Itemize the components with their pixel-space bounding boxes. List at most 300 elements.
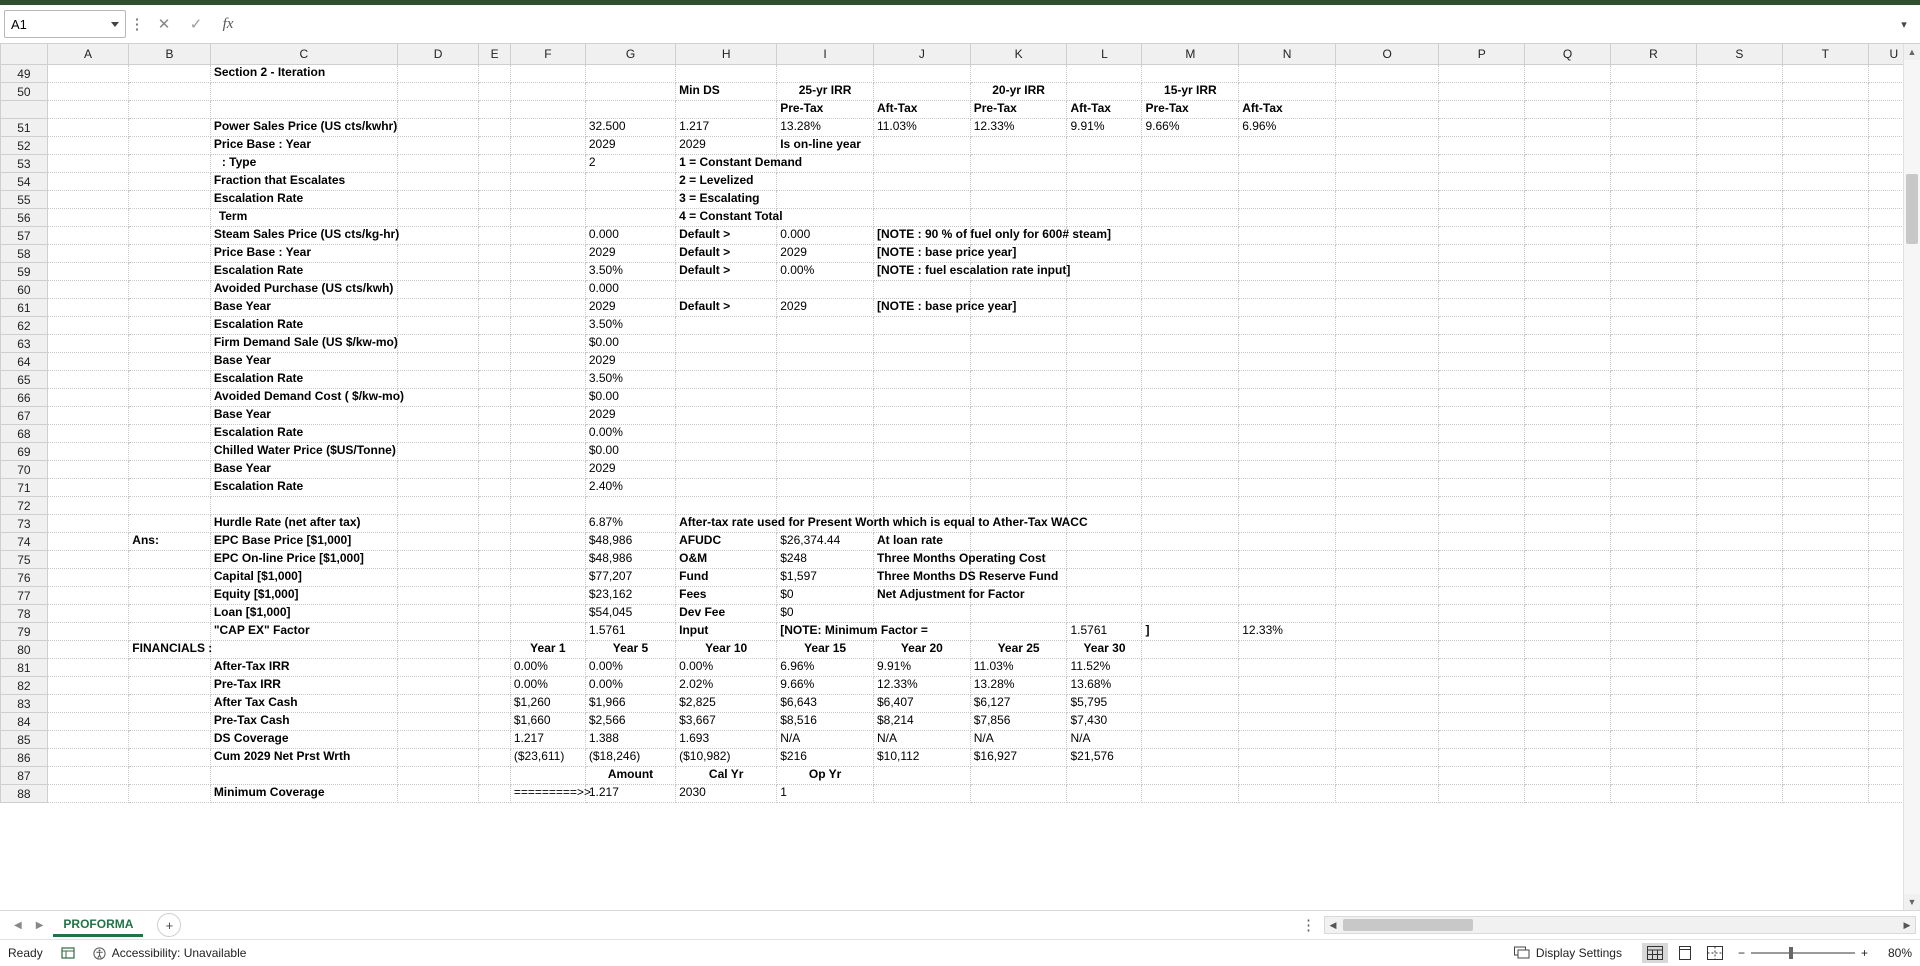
- cell-H62[interactable]: [676, 317, 777, 335]
- cell-R86[interactable]: [1611, 749, 1697, 767]
- cell-J67[interactable]: [873, 407, 970, 425]
- cell-A53[interactable]: [47, 155, 129, 173]
- cell-N50b[interactable]: [1239, 101, 1336, 119]
- cell-O59[interactable]: [1335, 263, 1438, 281]
- column-header-n[interactable]: N: [1239, 44, 1336, 65]
- cell-T78[interactable]: [1782, 605, 1868, 623]
- cell-H87[interactable]: [676, 767, 777, 785]
- cell-J84[interactable]: [873, 713, 970, 731]
- column-header-a[interactable]: A: [47, 44, 129, 65]
- cell-P73[interactable]: [1439, 515, 1525, 533]
- cell-L81[interactable]: [1067, 659, 1142, 677]
- cell-M84[interactable]: [1142, 713, 1239, 731]
- spreadsheet-grid[interactable]: [0, 44, 1920, 910]
- cell-I54[interactable]: [777, 173, 874, 191]
- cell-S70[interactable]: [1696, 461, 1782, 479]
- cell-F82[interactable]: [510, 677, 585, 695]
- sheet-prev-icon[interactable]: ◀: [14, 919, 22, 931]
- cell-N82[interactable]: [1239, 677, 1336, 695]
- cell-N56[interactable]: [1239, 209, 1336, 227]
- cell-Q53[interactable]: [1525, 155, 1611, 173]
- cell-K86[interactable]: [970, 749, 1067, 767]
- cell-P65[interactable]: [1439, 371, 1525, 389]
- cell-T88[interactable]: [1782, 785, 1868, 803]
- cell-T87[interactable]: [1782, 767, 1868, 785]
- table-row[interactable]: [1, 371, 1920, 389]
- cell-B52[interactable]: [129, 137, 211, 155]
- cell-F50b[interactable]: [510, 101, 585, 119]
- cell-J88[interactable]: [873, 785, 970, 803]
- cell-T77[interactable]: [1782, 587, 1868, 605]
- cell-H52[interactable]: [676, 137, 777, 155]
- cell-M66[interactable]: [1142, 389, 1239, 407]
- cell-G65[interactable]: [585, 371, 675, 389]
- cell-I69[interactable]: [777, 443, 874, 461]
- column-header-u[interactable]: U: [1868, 44, 1919, 65]
- cell-B80[interactable]: [129, 641, 211, 659]
- cell-I72[interactable]: [777, 497, 874, 515]
- cell-R65[interactable]: [1611, 371, 1697, 389]
- cell-H51[interactable]: [676, 119, 777, 137]
- cell-I56[interactable]: [777, 209, 874, 227]
- cell-B58[interactable]: [129, 245, 211, 263]
- table-row[interactable]: [1, 209, 1920, 227]
- cell-F88[interactable]: [510, 785, 591, 803]
- column-header-d[interactable]: D: [397, 44, 479, 65]
- cell-K85[interactable]: [970, 731, 1067, 749]
- cell-G66[interactable]: [585, 389, 675, 407]
- cell-C86[interactable]: [210, 749, 397, 767]
- cell-N50[interactable]: [1239, 83, 1336, 101]
- cell-O62[interactable]: [1335, 317, 1438, 335]
- cell-F59[interactable]: [510, 263, 585, 281]
- cell-L51[interactable]: [1067, 119, 1142, 137]
- cell-P74[interactable]: [1439, 533, 1525, 551]
- cell-D66[interactable]: [397, 389, 479, 407]
- vertical-scroll-thumb[interactable]: [1906, 174, 1918, 244]
- cell-A69[interactable]: [47, 443, 129, 461]
- cell-B54[interactable]: [129, 173, 211, 191]
- cell-E78[interactable]: [479, 605, 511, 623]
- cell-A66[interactable]: [47, 389, 129, 407]
- cell-G55[interactable]: [585, 191, 675, 209]
- cell-T50b[interactable]: [1782, 101, 1868, 119]
- cell-N88[interactable]: [1239, 785, 1336, 803]
- cell-M65[interactable]: [1142, 371, 1239, 389]
- table-row[interactable]: [1, 443, 1920, 461]
- row-header-78[interactable]: 78: [1, 605, 48, 623]
- zoom-level-label[interactable]: 80%: [1887, 946, 1912, 960]
- cell-G62[interactable]: [585, 317, 675, 335]
- cell-I67[interactable]: [777, 407, 874, 425]
- cell-M64[interactable]: [1142, 353, 1239, 371]
- cell-A86[interactable]: [47, 749, 129, 767]
- zoom-track[interactable]: [1751, 952, 1855, 954]
- table-row[interactable]: [1, 65, 1920, 83]
- cell-H79[interactable]: [676, 623, 777, 641]
- cell-K87[interactable]: [970, 767, 1067, 785]
- cell-T80[interactable]: [1782, 641, 1868, 659]
- cell-B63[interactable]: [129, 335, 211, 353]
- cell-F83[interactable]: [510, 695, 585, 713]
- column-header-s[interactable]: S: [1696, 44, 1782, 65]
- cell-M54[interactable]: [1142, 173, 1239, 191]
- cell-C76[interactable]: [210, 569, 397, 587]
- table-row[interactable]: [1, 515, 1920, 533]
- cell-Q71[interactable]: [1525, 479, 1611, 497]
- cell-R62[interactable]: [1611, 317, 1697, 335]
- cell-T85[interactable]: [1782, 731, 1868, 749]
- row-header-62[interactable]: 62: [1, 317, 48, 335]
- cell-Q61[interactable]: [1525, 299, 1611, 317]
- table-row[interactable]: [1, 695, 1920, 713]
- cell-T50[interactable]: [1782, 83, 1868, 101]
- cell-I74[interactable]: [777, 533, 874, 551]
- cell-T66[interactable]: [1782, 389, 1868, 407]
- table-row[interactable]: [1, 317, 1920, 335]
- cell-B60[interactable]: [129, 281, 211, 299]
- cell-J63[interactable]: [873, 335, 970, 353]
- cell-S57[interactable]: [1696, 227, 1782, 245]
- cell-D51[interactable]: [397, 119, 479, 137]
- cell-D52[interactable]: [397, 137, 479, 155]
- cell-K60[interactable]: [970, 281, 1067, 299]
- row-header-72[interactable]: 72: [1, 497, 48, 515]
- cell-C74[interactable]: [210, 533, 397, 551]
- cell-D78[interactable]: [397, 605, 479, 623]
- cell-G52[interactable]: [585, 137, 675, 155]
- row-header-56[interactable]: 56: [1, 209, 48, 227]
- cell-I60[interactable]: [777, 281, 874, 299]
- tab-overflow-icon[interactable]: ⋮: [1301, 917, 1316, 934]
- cell-D70[interactable]: [397, 461, 479, 479]
- cell-G73[interactable]: [585, 515, 675, 533]
- cell-H68[interactable]: [676, 425, 777, 443]
- cell-A81[interactable]: [47, 659, 129, 677]
- table-row[interactable]: [1, 497, 1920, 515]
- cell-N77[interactable]: [1239, 587, 1336, 605]
- vertical-scrollbar[interactable]: [1903, 44, 1920, 910]
- cell-N53[interactable]: [1239, 155, 1336, 173]
- cell-Q85[interactable]: [1525, 731, 1611, 749]
- cell-E58[interactable]: [479, 245, 511, 263]
- cell-T67[interactable]: [1782, 407, 1868, 425]
- cell-K80[interactable]: [970, 641, 1067, 659]
- cell-B82[interactable]: [129, 677, 211, 695]
- cell-P51[interactable]: [1439, 119, 1525, 137]
- cell-J71[interactable]: [873, 479, 970, 497]
- cell-S65[interactable]: [1696, 371, 1782, 389]
- cell-E57[interactable]: [479, 227, 511, 245]
- cell-M52[interactable]: [1142, 137, 1239, 155]
- cell-K69[interactable]: [970, 443, 1067, 461]
- cell-R79[interactable]: [1611, 623, 1697, 641]
- cell-E87[interactable]: [479, 767, 511, 785]
- cell-S69[interactable]: [1696, 443, 1782, 461]
- cell-B61[interactable]: [129, 299, 211, 317]
- cell-A56[interactable]: [47, 209, 129, 227]
- name-box[interactable]: [4, 10, 126, 38]
- cell-M55[interactable]: [1142, 191, 1239, 209]
- cell-R71[interactable]: [1611, 479, 1697, 497]
- cell-D85[interactable]: [397, 731, 479, 749]
- cell-F61[interactable]: [510, 299, 585, 317]
- cell-B64[interactable]: [129, 353, 211, 371]
- cell-P50b[interactable]: [1439, 101, 1525, 119]
- cell-R73[interactable]: [1611, 515, 1697, 533]
- cell-H76[interactable]: [676, 569, 777, 587]
- cell-R61[interactable]: [1611, 299, 1697, 317]
- cell-P62[interactable]: [1439, 317, 1525, 335]
- column-header-t[interactable]: T: [1782, 44, 1868, 65]
- scroll-right-icon[interactable]: ▶: [1903, 919, 1911, 930]
- cell-N87[interactable]: [1239, 767, 1336, 785]
- cell-B50[interactable]: [129, 83, 211, 101]
- cell-G50b[interactable]: [585, 101, 675, 119]
- cell-K50[interactable]: [970, 83, 1067, 101]
- cell-L59[interactable]: [1067, 263, 1142, 281]
- cell-E83[interactable]: [479, 695, 511, 713]
- cell-F76[interactable]: [510, 569, 585, 587]
- cell-N59[interactable]: [1239, 263, 1336, 281]
- cell-J85[interactable]: [873, 731, 970, 749]
- cell-T69[interactable]: [1782, 443, 1868, 461]
- scroll-down-icon[interactable]: ▼: [1904, 894, 1920, 910]
- cell-Q52[interactable]: [1525, 137, 1611, 155]
- cell-T82[interactable]: [1782, 677, 1868, 695]
- cell-M50[interactable]: [1142, 83, 1239, 101]
- cell-C52[interactable]: [210, 137, 397, 155]
- cell-P60[interactable]: [1439, 281, 1525, 299]
- cell-A65[interactable]: [47, 371, 129, 389]
- column-header-o[interactable]: O: [1335, 44, 1438, 65]
- cell-D72[interactable]: [397, 497, 479, 515]
- cell-C66[interactable]: [210, 389, 405, 407]
- cell-L78[interactable]: [1067, 605, 1142, 623]
- row-header-54[interactable]: 54: [1, 173, 48, 191]
- cell-N60[interactable]: [1239, 281, 1336, 299]
- cell-R51[interactable]: [1611, 119, 1697, 137]
- cell-S80[interactable]: [1696, 641, 1782, 659]
- cell-C68[interactable]: [210, 425, 397, 443]
- cell-B78[interactable]: [129, 605, 211, 623]
- cell-B50b[interactable]: [129, 101, 211, 119]
- cell-J56[interactable]: [873, 209, 970, 227]
- cell-S63[interactable]: [1696, 335, 1782, 353]
- cell-S87[interactable]: [1696, 767, 1782, 785]
- cell-E82[interactable]: [479, 677, 511, 695]
- cell-E70[interactable]: [479, 461, 511, 479]
- cell-N75[interactable]: [1239, 551, 1336, 569]
- cell-G51[interactable]: [585, 119, 675, 137]
- cell-D60[interactable]: [397, 281, 479, 299]
- cell-I61[interactable]: [777, 299, 874, 317]
- cell-M61[interactable]: [1142, 299, 1239, 317]
- column-header-i[interactable]: I: [777, 44, 874, 65]
- cell-N67[interactable]: [1239, 407, 1336, 425]
- cell-I88[interactable]: [777, 785, 874, 803]
- cell-N57[interactable]: [1239, 227, 1336, 245]
- cell-L74[interactable]: [1067, 533, 1142, 551]
- cell-L85[interactable]: [1067, 731, 1142, 749]
- cell-L88[interactable]: [1067, 785, 1142, 803]
- cell-D87[interactable]: [397, 767, 479, 785]
- cell-P82[interactable]: [1439, 677, 1525, 695]
- row-header-66[interactable]: 66: [1, 389, 48, 407]
- cell-R77[interactable]: [1611, 587, 1697, 605]
- display-settings-button[interactable]: [1514, 946, 1622, 960]
- add-sheet-button[interactable]: +: [157, 913, 181, 937]
- cell-T61[interactable]: [1782, 299, 1868, 317]
- cell-G58[interactable]: [585, 245, 675, 263]
- cell-G71[interactable]: [585, 479, 675, 497]
- cell-H61[interactable]: [676, 299, 777, 317]
- cell-D76[interactable]: [397, 569, 479, 587]
- cell-F78[interactable]: [510, 605, 585, 623]
- cell-K52[interactable]: [970, 137, 1067, 155]
- cell-D77[interactable]: [397, 587, 479, 605]
- cell-B88[interactable]: [129, 785, 211, 803]
- column-header-f[interactable]: F: [510, 44, 585, 65]
- cell-K64[interactable]: [970, 353, 1067, 371]
- cell-N78[interactable]: [1239, 605, 1336, 623]
- cell-R49[interactable]: [1611, 65, 1697, 83]
- cell-S86[interactable]: [1696, 749, 1782, 767]
- cell-N58[interactable]: [1239, 245, 1336, 263]
- cell-A50b[interactable]: [47, 101, 129, 119]
- cell-H56[interactable]: [676, 209, 783, 227]
- cell-Q83[interactable]: [1525, 695, 1611, 713]
- cell-I50b[interactable]: [777, 101, 874, 119]
- cell-R59[interactable]: [1611, 263, 1697, 281]
- cell-G83[interactable]: [585, 695, 675, 713]
- cell-T59[interactable]: [1782, 263, 1868, 281]
- select-all-corner[interactable]: [1, 44, 48, 65]
- row-header-67[interactable]: 67: [1, 407, 48, 425]
- cell-M73[interactable]: [1142, 515, 1239, 533]
- cell-S52[interactable]: [1696, 137, 1782, 155]
- cell-E49[interactable]: [479, 65, 511, 83]
- cell-F69[interactable]: [510, 443, 585, 461]
- cell-F79[interactable]: [510, 623, 585, 641]
- cell-J60[interactable]: [873, 281, 970, 299]
- column-header-e[interactable]: E: [479, 44, 511, 65]
- cell-Q50[interactable]: [1525, 83, 1611, 101]
- row-header-79[interactable]: 79: [1, 623, 48, 641]
- cell-C50b[interactable]: [210, 101, 397, 119]
- cell-L75[interactable]: [1067, 551, 1142, 569]
- cell-N54[interactable]: [1239, 173, 1336, 191]
- cell-R80[interactable]: [1611, 641, 1697, 659]
- cell-P81[interactable]: [1439, 659, 1525, 677]
- cell-C67[interactable]: [210, 407, 397, 425]
- cell-P71[interactable]: [1439, 479, 1525, 497]
- row-header-68[interactable]: 68: [1, 425, 48, 443]
- cell-Q56[interactable]: [1525, 209, 1611, 227]
- normal-view-button[interactable]: [1642, 943, 1668, 963]
- cell-grid[interactable]: [0, 44, 1920, 803]
- cell-H71[interactable]: [676, 479, 777, 497]
- cell-K83[interactable]: [970, 695, 1067, 713]
- cell-N52[interactable]: [1239, 137, 1336, 155]
- table-row[interactable]: [1, 227, 1920, 245]
- cell-E80[interactable]: [479, 641, 511, 659]
- cell-H75[interactable]: [676, 551, 777, 569]
- cell-G86[interactable]: [585, 749, 675, 767]
- cell-I49[interactable]: [777, 65, 874, 83]
- table-row[interactable]: [1, 749, 1920, 767]
- cell-O58[interactable]: [1335, 245, 1438, 263]
- cell-A55[interactable]: [47, 191, 129, 209]
- cell-R68[interactable]: [1611, 425, 1697, 443]
- cell-G82[interactable]: [585, 677, 675, 695]
- cell-E68[interactable]: [479, 425, 511, 443]
- cell-N73[interactable]: [1239, 515, 1336, 533]
- cell-N62[interactable]: [1239, 317, 1336, 335]
- cell-G64[interactable]: [585, 353, 675, 371]
- cell-D75[interactable]: [397, 551, 479, 569]
- cell-T75[interactable]: [1782, 551, 1868, 569]
- cell-P58[interactable]: [1439, 245, 1525, 263]
- cell-P85[interactable]: [1439, 731, 1525, 749]
- cell-M85[interactable]: [1142, 731, 1239, 749]
- cell-G68[interactable]: [585, 425, 675, 443]
- cell-K79[interactable]: [970, 623, 1067, 641]
- cell-I80[interactable]: [777, 641, 874, 659]
- cell-B77[interactable]: [129, 587, 211, 605]
- cell-I70[interactable]: [777, 461, 874, 479]
- cell-H57[interactable]: [676, 227, 777, 245]
- cell-A74[interactable]: [47, 533, 129, 551]
- cell-O60[interactable]: [1335, 281, 1438, 299]
- cell-S56[interactable]: [1696, 209, 1782, 227]
- cell-I71[interactable]: [777, 479, 874, 497]
- cell-P87[interactable]: [1439, 767, 1525, 785]
- cell-Q72[interactable]: [1525, 497, 1611, 515]
- cell-A71[interactable]: [47, 479, 129, 497]
- cell-F58[interactable]: [510, 245, 585, 263]
- cell-A54[interactable]: [47, 173, 129, 191]
- zoom-knob[interactable]: [1789, 947, 1793, 959]
- cell-R58[interactable]: [1611, 245, 1697, 263]
- cell-S79[interactable]: [1696, 623, 1782, 641]
- cell-L71[interactable]: [1067, 479, 1142, 497]
- row-header-84[interactable]: 84: [1, 713, 48, 731]
- cell-L61[interactable]: [1067, 299, 1142, 317]
- cell-E67[interactable]: [479, 407, 511, 425]
- cell-G57[interactable]: [585, 227, 675, 245]
- cell-B56[interactable]: [129, 209, 211, 227]
- cell-D73[interactable]: [397, 515, 479, 533]
- cell-P52[interactable]: [1439, 137, 1525, 155]
- cell-J75[interactable]: [873, 551, 1046, 569]
- cell-O50[interactable]: [1335, 83, 1438, 101]
- cell-S77[interactable]: [1696, 587, 1782, 605]
- cell-M83[interactable]: [1142, 695, 1239, 713]
- cell-I77[interactable]: [777, 587, 874, 605]
- table-row[interactable]: [1, 335, 1920, 353]
- cell-I52[interactable]: [777, 137, 874, 155]
- cell-B72[interactable]: [129, 497, 211, 515]
- cell-P49[interactable]: [1439, 65, 1525, 83]
- cell-M69[interactable]: [1142, 443, 1239, 461]
- cell-J55[interactable]: [873, 191, 970, 209]
- cell-P76[interactable]: [1439, 569, 1525, 587]
- cell-K74[interactable]: [970, 533, 1067, 551]
- cell-G78[interactable]: [585, 605, 675, 623]
- column-header-q[interactable]: Q: [1525, 44, 1611, 65]
- cell-K49[interactable]: [970, 65, 1067, 83]
